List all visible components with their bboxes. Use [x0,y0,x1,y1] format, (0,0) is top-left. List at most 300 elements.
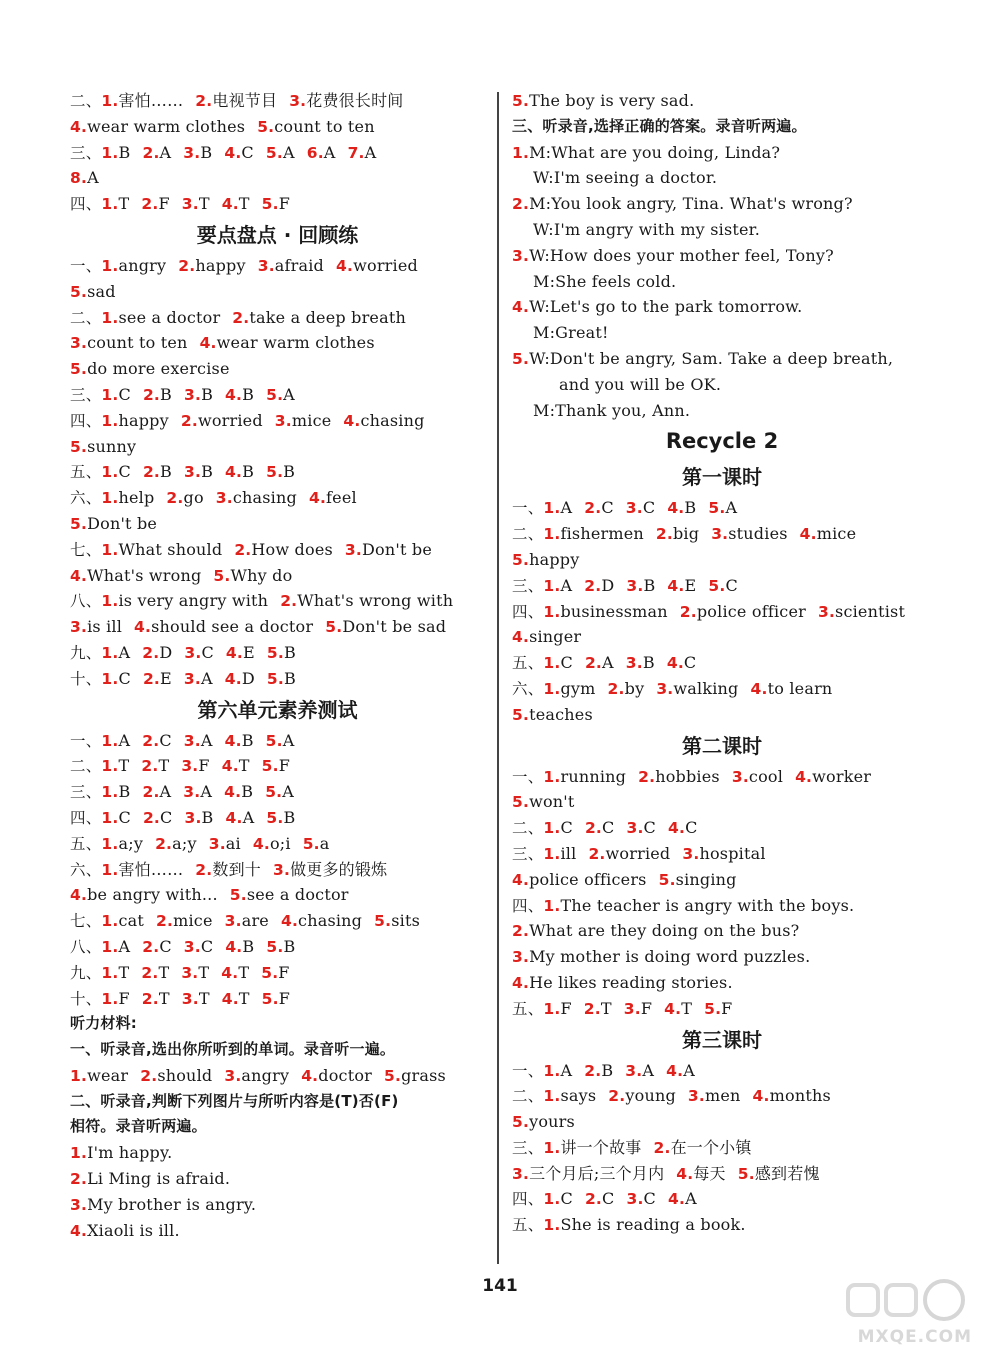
answer-number: 4. [221,963,239,982]
section-heading: 第三课时 [682,1027,762,1052]
answer-line [512,1083,932,1109]
answer-number: 1. [101,669,119,688]
question-group-label: 五、 [512,999,544,1018]
answer-text: A [560,498,573,518]
question-group-label: 三、 [70,143,102,162]
answer-number: 5. [512,793,530,812]
answer-line [70,434,485,460]
answer-number: 4. [799,525,817,544]
answer-text: big [672,524,700,544]
answer-number: 5. [512,349,530,368]
answer-number: 4. [676,1164,694,1183]
answer-number: 2. [141,989,159,1008]
answer-number: 2. [142,808,161,827]
answer-number: 1. [543,602,561,621]
answer-number: 5. [70,437,88,456]
answer-number: 3. [626,576,644,595]
answer-text: a;y [118,833,144,853]
answer-line [70,588,485,614]
answer-number: 3. [70,618,88,637]
answer-line [512,88,932,114]
answer-number: 1. [101,256,119,275]
answer-number: 4. [70,566,88,585]
answer-number: 2. [180,411,198,430]
answer-text: grass [401,1065,446,1085]
answer-number: 4. [512,298,530,317]
answer-number: 4. [134,618,152,637]
answer-text: T [681,998,693,1018]
answer-line [512,1109,932,1135]
answer-line [512,294,932,320]
answer-number: 4. [221,989,239,1008]
answer-text: see a doctor [118,307,221,327]
answer-line [70,165,485,191]
answer-text: T [158,988,170,1008]
question-group-label: 七、 [70,912,102,931]
answer-number: 1. [101,937,119,956]
answer-text: are [241,911,269,931]
answer-number: 8. [70,169,88,188]
right-answer-column [512,88,932,1238]
answer-line [512,867,932,893]
answer-text: M:You look angry, Tina. What's wrong? [529,194,853,214]
answer-number: 4. [252,834,270,853]
answer-text: A [87,168,99,188]
answer-text: a;y [172,833,197,853]
answer-line [512,1135,932,1161]
answer-text: by [624,678,645,698]
answer-number: 5. [658,870,676,889]
dialogue-line: M:Thank you, Ann. [533,400,691,420]
answer-text: 在一个小镇 [670,1137,752,1157]
question-group-label: 三、 [512,1138,544,1157]
answer-text: wear [87,1065,129,1085]
answer-line [70,356,485,382]
answer-number: 3. [184,808,202,827]
answer-text: T [238,962,250,982]
answer-text: is very angry with [118,591,269,611]
answer-text: C [560,818,573,838]
answer-number: 2. [142,731,160,750]
answer-text: C [602,1189,615,1209]
answer-line [512,944,932,970]
answer-text: C [200,936,214,956]
answer-text: be angry with... [87,885,218,905]
answer-number: 4. [750,679,768,698]
answer-line [512,970,932,996]
answer-number: 1. [543,576,561,595]
answer-text: A [282,142,295,162]
answer-text: C [118,807,131,827]
answer-text: B [201,462,214,482]
answer-text: is ill [87,617,123,637]
answer-text: A [364,142,377,162]
answer-line [70,511,485,537]
answer-text: afraid [274,255,325,275]
answer-number: 5. [257,117,275,136]
answer-text: A [725,498,738,518]
answer-text: B [283,462,296,482]
answer-text: angry [241,1065,290,1085]
answer-text: B [643,575,656,595]
question-group-label: 二、 [70,308,102,327]
answer-number: 2. [584,1061,602,1080]
question-group-label: 一、 [512,499,544,518]
answer-line [70,305,485,331]
section-heading: 第一课时 [682,465,762,490]
question-group-label: 五、 [70,463,102,482]
answer-line [512,346,932,372]
answer-text: 害怕…… [118,859,184,879]
answer-text: F [640,998,653,1018]
answer-number: 2. [142,143,160,162]
answer-number: 4. [795,767,813,786]
answer-text: B [118,782,131,802]
answer-text: do more exercise [87,359,230,379]
dialogue-line: M:She feels cold. [533,271,677,291]
answer-number: 3. [224,912,242,931]
answer-number: 3. [70,1195,88,1214]
answer-line [512,1058,932,1084]
answer-number: 2. [584,1190,603,1209]
answer-text: F [198,756,210,776]
question-group-label: 五、 [512,1216,544,1235]
answer-number: 3. [512,1164,530,1183]
answer-text: She is reading a book. [560,1215,746,1235]
answer-text: A [242,807,255,827]
question-group-label: 八、 [70,937,102,956]
answer-line [512,841,932,867]
answer-number: 5. [266,463,284,482]
answer-number: 1. [101,757,119,776]
answer-number: 4. [667,576,685,595]
answer-text: worker [812,766,872,786]
question-group-label: 五、 [70,834,102,853]
answer-text: angry [118,255,167,275]
answer-line [512,893,932,919]
answer-number: 5. [708,576,726,595]
answer-text: W:How does your mother feel, Tony? [529,245,834,265]
answer-number: 3. [183,937,201,956]
answer-number: 1. [543,525,561,544]
answer-number: 1. [543,1216,561,1235]
answer-number: 3. [344,540,362,559]
answer-number: 2. [70,1170,88,1189]
answer-number: 2. [679,602,697,621]
answer-number: 5. [266,937,284,956]
answer-number: 3. [183,783,201,802]
answer-text: studies [728,524,788,544]
answer-number: 5. [325,618,343,637]
answer-line [70,831,485,857]
answer-number: 3. [274,411,292,430]
answer-text: see a doctor [246,885,349,905]
answer-text: Li Ming is afraid. [87,1169,231,1189]
question-group-label: 七、 [70,540,102,559]
answer-text: police officers [529,869,647,889]
answer-number: 2. [653,1138,671,1157]
instruction-line: 听力材料: [70,1014,137,1033]
answer-text: 感到若愧 [754,1163,820,1183]
answer-number: 3. [257,256,275,275]
answer-line [70,805,485,831]
answer-number: 4. [308,489,327,508]
answer-text: sad [87,281,116,301]
answer-number: 2. [142,669,161,688]
answer-number: 2. [584,654,603,673]
answer-text: How does [251,539,333,559]
question-group-label: 三、 [70,783,102,802]
answer-number: 3. [626,1190,644,1209]
answer-text: men [704,1086,741,1106]
answer-number: 5. [261,963,279,982]
answer-number: 5. [266,643,284,662]
answer-number: 2. [142,937,160,956]
answer-number: 3. [682,844,700,863]
answer-text: M:What are you doing, Linda? [529,142,781,162]
column-divider [497,92,499,1264]
answer-number: 1. [101,540,119,559]
answer-number: 5. [512,92,530,110]
answer-text: businessman [560,601,668,621]
answer-number: 3. [272,860,291,879]
answer-line [512,1161,932,1187]
answer-text: wear warm clothes [216,333,375,353]
answer-number: 1. [101,731,119,750]
answer-text: C [241,142,254,162]
answer-line [512,789,932,815]
watermark [836,1263,986,1349]
answer-number: 5. [70,360,88,379]
answer-number: 2. [195,92,213,110]
answer-text: B [200,142,213,162]
answer-number: 1. [543,767,561,786]
answer-line [512,573,932,599]
answer-number: 1. [70,1144,88,1163]
answer-text: E [684,575,697,595]
answer-text: B [242,936,255,956]
answer-text: B [201,807,214,827]
answer-text: A [159,782,172,802]
question-group-label: 三、 [70,385,102,404]
answer-number: 4. [667,499,685,518]
answer-text: sits [391,911,420,931]
question-group-label: 六、 [70,489,102,508]
answer-text: walking [673,678,739,698]
answer-text: Don't be [362,539,432,559]
answer-number: 3. [70,334,88,353]
answer-number: 2. [234,540,252,559]
answer-text: feel [326,488,357,508]
answer-line [70,563,485,589]
answer-text: T [158,962,170,982]
answer-text: What's wrong with [297,591,454,611]
answer-text: A [159,142,172,162]
answer-line [70,330,485,356]
answer-text: B [283,936,296,956]
instruction-line: 二、听录音,判断下列图片与所听内容是(T)否(F) [70,1091,399,1110]
answer-text: T [198,988,210,1008]
answer-text: A [282,730,295,750]
question-group-label: 一、 [512,1061,544,1080]
answer-text: F [721,998,733,1018]
answer-number: 4. [668,1190,686,1209]
answer-number: 2. [155,834,173,853]
answer-text: chasing [360,410,425,430]
answer-text: doctor [318,1065,373,1085]
question-group-label: 二、 [70,757,102,776]
answer-text: a [319,833,330,853]
answer-text: What's wrong [87,565,202,585]
answer-text: B [283,642,296,662]
answer-text: The boy is very sad. [529,91,695,110]
answer-text: months [769,1086,831,1106]
answer-text: 花费很长时间 [306,91,404,110]
answer-text: T [118,962,130,982]
answer-text: running [560,766,627,786]
answer-line [70,88,485,114]
answer-line [70,1218,485,1244]
answer-line [512,918,932,944]
answer-number: 5. [213,566,231,585]
answer-line [512,521,932,547]
answer-text: C [560,653,573,673]
question-group-label: 八、 [70,592,102,611]
answer-line [70,253,485,279]
answer-number: 2. [638,767,656,786]
answer-line [70,408,485,434]
answer-number: 3. [208,834,226,853]
answer-text: cool [748,766,784,786]
answer-line [512,495,932,521]
answer-text: A [200,668,213,688]
answer-line [70,857,485,883]
answer-number: 7. [347,143,365,162]
answer-line [70,459,485,485]
answer-text: The teacher is angry with the boys. [560,895,855,915]
answer-text: A [683,1060,695,1080]
answer-number: 1. [101,308,119,327]
answer-text: cat [118,911,145,931]
answer-text: T [198,194,210,214]
answer-number: 3. [183,385,202,404]
answer-number: 2. [141,757,159,776]
answer-number: 1. [543,999,561,1018]
answer-line [512,996,932,1022]
answer-number: 1. [543,1138,561,1157]
question-group-label: 二、 [512,1087,544,1106]
answer-text: C [683,653,697,673]
answer-number: 5. [261,757,279,776]
answer-text: teaches [529,704,593,724]
answer-line [70,1192,485,1218]
answer-number: 2. [142,643,160,662]
answer-number: 4. [280,912,299,931]
answer-text: T [600,998,612,1018]
answer-number: 3. [512,948,530,967]
answer-number: 2. [584,499,602,518]
answer-number: 5. [265,143,283,162]
answer-number: 3. [183,669,201,688]
answer-text: What should [118,539,223,559]
answer-text: C [643,818,656,838]
answer-text: T [118,194,130,214]
answer-number: 4. [666,654,684,673]
answer-line [70,728,485,754]
answer-line [512,140,932,166]
answer-number: 4. [224,143,242,162]
answer-number: 1. [101,912,119,931]
answer-text: B [601,1060,614,1080]
answer-text: W:Don't be angry, Sam. Take a deep breath, [529,348,894,368]
answer-text: 讲一个故事 [560,1137,642,1157]
answer-line [70,753,485,779]
answer-text: go [183,488,204,508]
answer-number: 4. [70,886,88,905]
answer-line [70,779,485,805]
answer-number: 1. [101,783,119,802]
section-heading: 第六单元素养测试 [197,697,358,722]
answer-number: 3. [181,757,199,776]
question-group-label: 四、 [512,896,544,915]
answer-text: C [118,462,131,482]
answer-number: 2. [583,999,601,1018]
answer-number: 1. [543,654,561,673]
answer-number: 4. [70,117,88,136]
answer-line [70,960,485,986]
answer-number: 5. [374,912,392,931]
answer-text: T [238,194,250,214]
answer-text: mice [173,911,213,931]
answer-number: 1. [543,844,561,863]
answer-number: 2. [232,308,250,327]
answer-number: 1. [101,463,119,482]
answer-text: 电视节目 [212,91,278,110]
answer-number: 2. [142,463,161,482]
answer-text: A [283,384,295,404]
answer-number: 5. [266,669,284,688]
instruction-line: 三、听录音,选择正确的答案。录音听两遍。 [512,116,807,135]
answer-number: 1. [543,679,561,698]
answer-number: 3. [512,246,530,265]
answer-text: T [238,988,250,1008]
answer-number: 5. [302,834,320,853]
answer-text: should see a doctor [151,617,314,637]
answer-text: o;i [269,833,291,853]
answer-text: C [159,730,172,750]
answer-text: B [684,498,697,518]
answer-text: singer [529,627,582,647]
answer-text: police officer [696,601,806,621]
answer-text: My mother is doing word puzzles. [529,947,811,967]
question-group-label: 十、 [70,669,102,688]
answer-number: 5. [384,1066,402,1085]
answer-number: 3. [731,767,749,786]
answer-number: 3. [181,195,199,214]
answer-text: hobbies [655,766,720,786]
answer-text: B [242,384,255,404]
answer-number: 5. [229,886,247,905]
answer-number: 4. [224,783,242,802]
answer-text: 三个月后;三个月内 [529,1163,665,1183]
question-group-label: 十、 [70,989,102,1008]
answer-number: 4. [512,628,530,647]
answer-number: 2. [142,385,161,404]
answer-text: yours [529,1112,575,1132]
answer-number: 1. [101,195,119,214]
answer-text: fishermen [560,524,644,544]
answer-number: 3. [181,963,199,982]
